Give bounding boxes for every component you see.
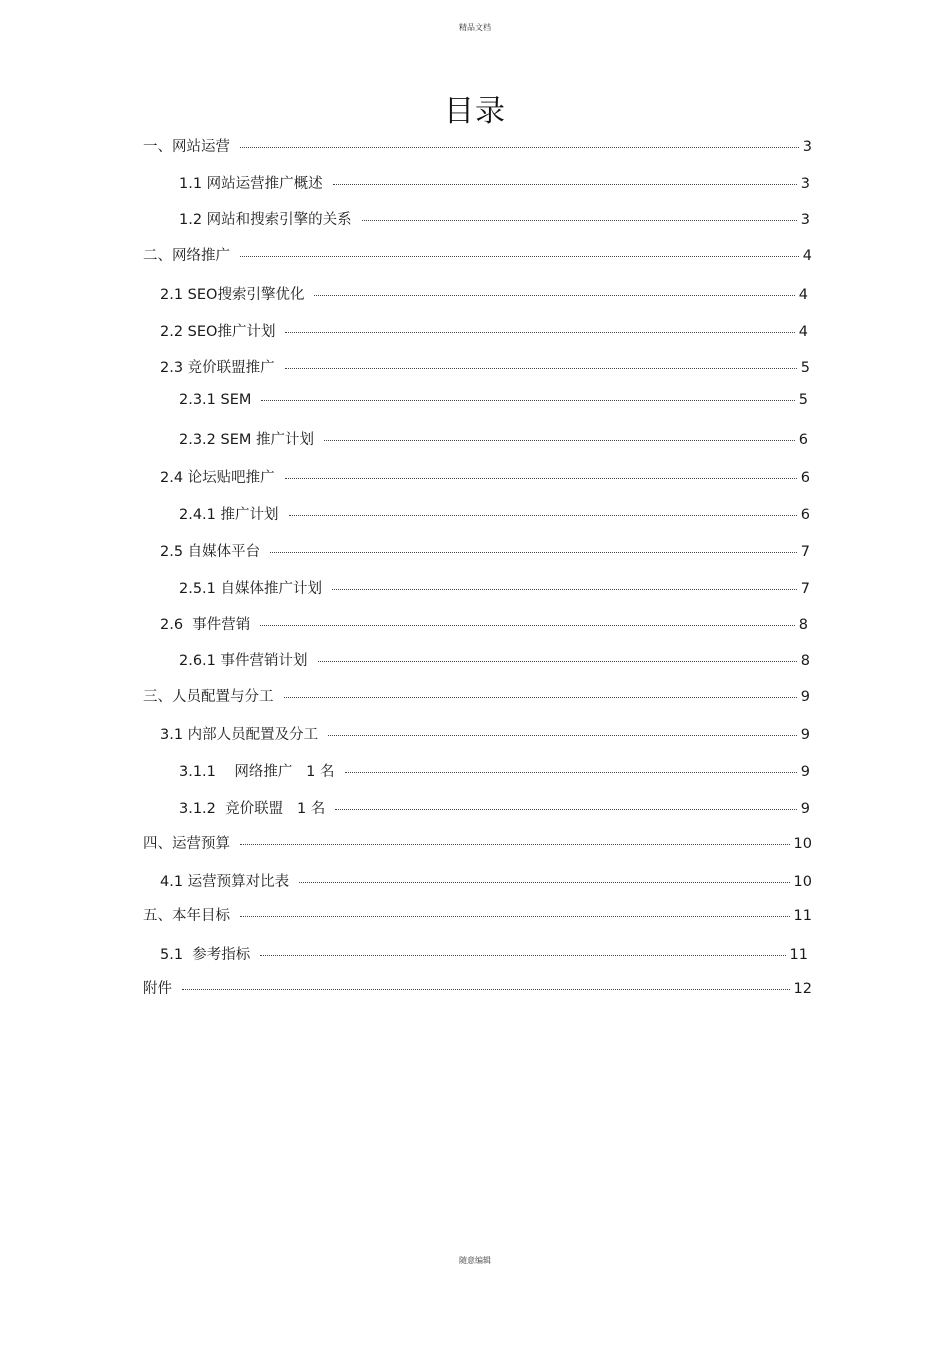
toc-entry[interactable] — [160, 943, 808, 964]
toc-entry-page-number: 9 — [800, 764, 810, 780]
toc-entry-page-number: 3 — [800, 176, 810, 192]
toc-dot-leader — [299, 882, 789, 883]
toc-entry[interactable] — [179, 392, 808, 408]
toc-entry-page-number: 3 — [802, 139, 812, 155]
toc-entry[interactable] — [143, 685, 810, 706]
toc-entry[interactable] — [179, 172, 810, 193]
toc-entry[interactable] — [143, 904, 812, 925]
toc-entry[interactable] — [143, 244, 812, 265]
toc-dot-leader — [182, 989, 790, 990]
toc-dot-leader — [270, 552, 797, 553]
toc-entry-label: 2.4.1 推广计划 — [179, 507, 279, 523]
toc-entry[interactable] — [160, 870, 812, 891]
toc-dot-leader — [261, 400, 794, 401]
toc-entry[interactable] — [160, 356, 810, 377]
toc-dot-leader — [318, 661, 797, 662]
toc-entry-page-number: 6 — [798, 432, 808, 448]
toc-entry[interactable] — [160, 723, 810, 744]
toc-entry-label: 2.1 SEO搜索引擎优化 — [160, 287, 305, 303]
toc-entry-page-number: 7 — [800, 581, 810, 597]
toc-entry-page-number: 6 — [800, 470, 810, 486]
toc-dot-leader — [260, 955, 785, 956]
toc-entry-page-number: 11 — [793, 908, 812, 924]
toc-entry[interactable] — [160, 540, 810, 561]
toc-entry-page-number: 8 — [798, 617, 808, 633]
toc-entry[interactable] — [143, 977, 812, 998]
toc-dot-leader — [335, 809, 796, 810]
toc-title: 目录 — [444, 94, 506, 129]
toc-entry[interactable] — [160, 283, 808, 304]
toc-entry-label: 3.1.1 网络推广 1 名 — [179, 764, 335, 780]
toc-entry[interactable] — [160, 466, 810, 487]
toc-entry-label: 2.3.1 SEM — [179, 392, 252, 408]
toc-entry-page-number: 6 — [800, 507, 810, 523]
toc-entry[interactable] — [160, 320, 808, 341]
toc-entry-label: 2.3.2 SEM 推广计划 — [179, 432, 314, 448]
toc-entry[interactable] — [143, 832, 812, 853]
toc-entry-page-number: 9 — [800, 801, 810, 817]
toc-entry-label: 1.2 网站和搜索引擎的关系 — [179, 212, 352, 228]
toc-dot-leader — [362, 220, 797, 221]
toc-entry[interactable] — [179, 649, 810, 670]
toc-entry-label: 3.1 内部人员配置及分工 — [160, 727, 319, 743]
toc-entry-label: 2.3 竞价联盟推广 — [160, 360, 275, 376]
toc-entry-label: 3.1.2 竞价联盟 1 名 — [179, 801, 326, 817]
toc-dot-leader — [345, 772, 797, 773]
toc-dot-leader — [285, 332, 794, 333]
toc-entry-page-number: 9 — [800, 689, 810, 705]
toc-dot-leader — [240, 256, 799, 257]
toc-entry-page-number: 4 — [802, 248, 812, 264]
toc-entry[interactable] — [179, 208, 810, 229]
toc-entry-page-number: 10 — [793, 874, 812, 890]
toc-entry-page-number: 7 — [800, 544, 810, 560]
toc-entry-label: 2.4 论坛贴吧推广 — [160, 470, 275, 486]
toc-entry-label: 2.2 SEO推广计划 — [160, 324, 276, 340]
toc-entry-label: 四、运营预算 — [143, 836, 230, 852]
toc-entry[interactable] — [143, 135, 812, 156]
toc-entry-label: 三、人员配置与分工 — [143, 689, 274, 705]
toc-dot-leader — [240, 844, 790, 845]
toc-entry-label: 一、网站运营 — [143, 139, 230, 155]
toc-entry-page-number: 3 — [800, 212, 810, 228]
toc-entry-page-number: 12 — [793, 981, 812, 997]
toc-entry-page-number: 5 — [800, 360, 810, 376]
toc-dot-leader — [314, 295, 794, 296]
page-footer: 随意编辑 — [459, 1256, 491, 1265]
toc-dot-leader — [240, 147, 799, 148]
toc-entry-label: 2.6 事件营销 — [160, 617, 251, 633]
toc-dot-leader — [260, 625, 794, 626]
page-header: 精品文档 — [459, 23, 491, 32]
toc-entry-page-number: 4 — [798, 324, 808, 340]
toc-dot-leader — [289, 515, 797, 516]
toc-entry[interactable] — [160, 613, 808, 634]
toc-entry-page-number: 8 — [800, 653, 810, 669]
toc-dot-leader — [333, 184, 797, 185]
toc-entry-label: 2.6.1 事件营销计划 — [179, 653, 308, 669]
toc-dot-leader — [284, 697, 797, 698]
toc-entry[interactable] — [179, 428, 808, 449]
toc-dot-leader — [240, 916, 790, 917]
toc-dot-leader — [285, 368, 797, 369]
toc-entry-label: 1.1 网站运营推广概述 — [179, 176, 323, 192]
toc-entry-page-number: 5 — [798, 392, 808, 408]
toc-entry-label: 五、本年目标 — [143, 908, 230, 924]
toc-entry-label: 2.5 自媒体平台 — [160, 544, 261, 560]
toc-dot-leader — [285, 478, 797, 479]
toc-entry-label: 二、网络推广 — [143, 248, 230, 264]
toc-entry-page-number: 10 — [793, 836, 812, 852]
toc-dot-leader — [328, 735, 797, 736]
toc-entry-label: 2.5.1 自媒体推广计划 — [179, 581, 323, 597]
toc-entry[interactable] — [179, 760, 810, 781]
toc-entry[interactable] — [179, 577, 810, 598]
toc-entry-page-number: 9 — [800, 727, 810, 743]
toc-dot-leader — [324, 440, 795, 441]
toc-entry[interactable] — [179, 797, 810, 818]
toc-entry-label: 附件 — [143, 981, 172, 997]
toc-entry-page-number: 4 — [798, 287, 808, 303]
toc-entry-label: 5.1 参考指标 — [160, 947, 251, 963]
toc-entry-label: 4.1 运营预算对比表 — [160, 874, 290, 890]
toc-entry[interactable] — [179, 503, 810, 524]
toc-entry-page-number: 11 — [789, 947, 808, 963]
toc-dot-leader — [332, 589, 797, 590]
